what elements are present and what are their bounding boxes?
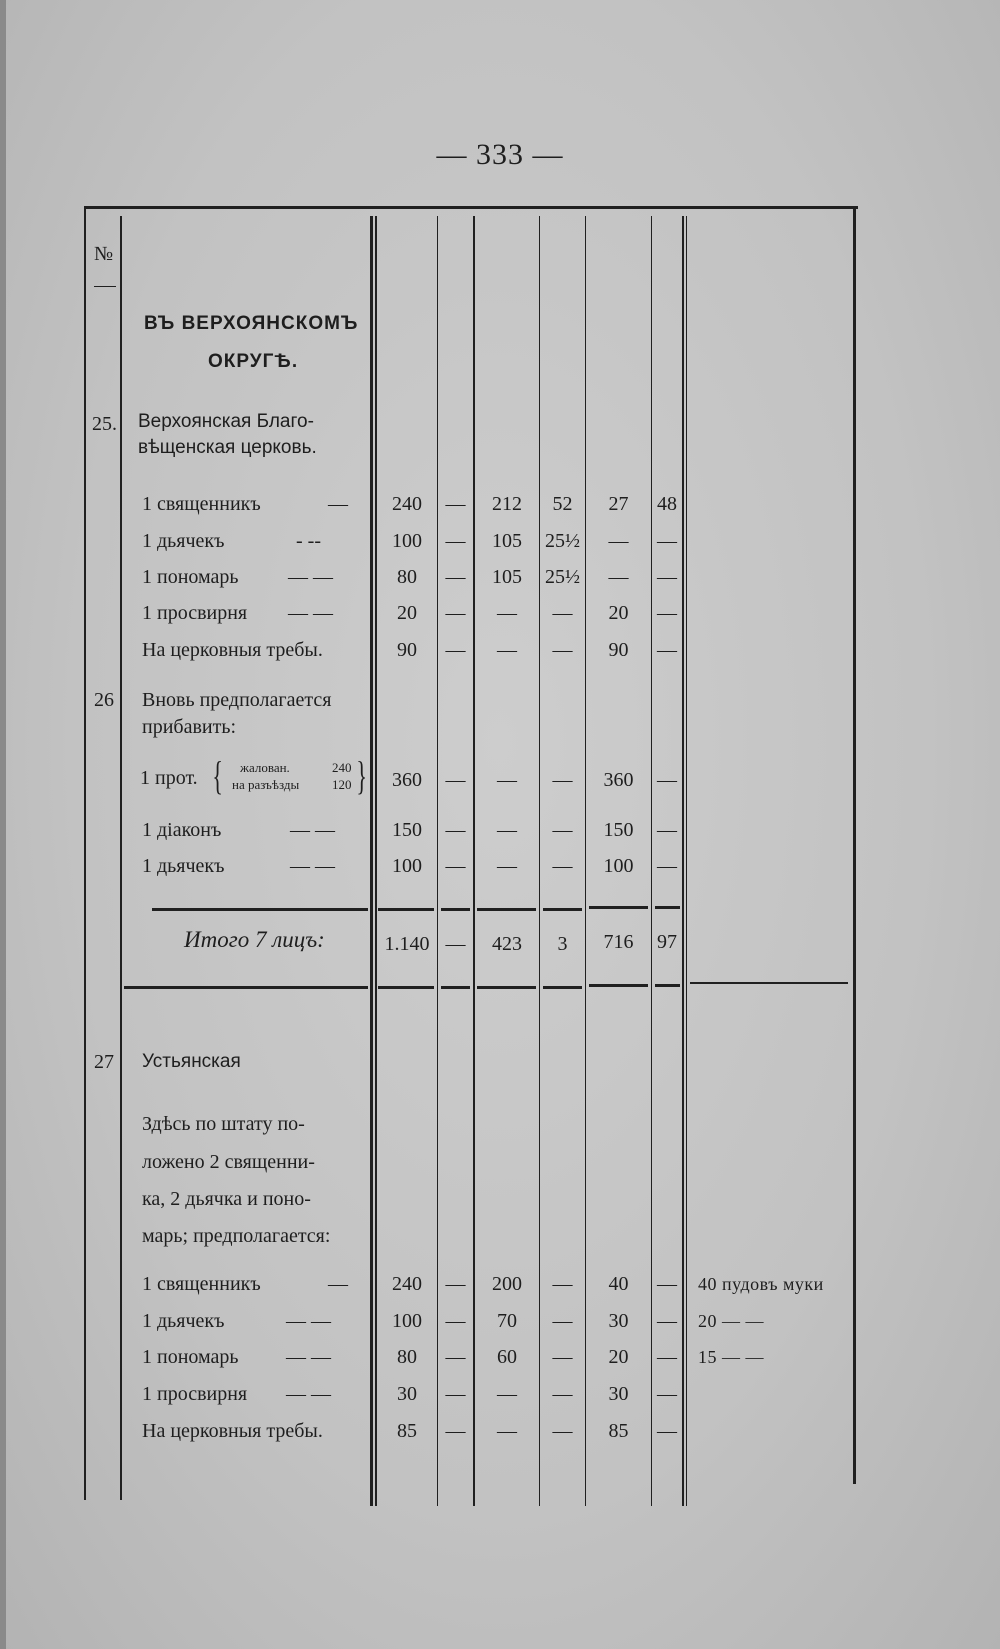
- cell-c4: —: [552, 1310, 573, 1332]
- total-label: Итого 7 лицъ:: [184, 927, 325, 952]
- cell-c2: —: [445, 819, 466, 841]
- cell-c6: —: [657, 1420, 677, 1442]
- protopriest-label: 1 прот.: [140, 767, 198, 789]
- row-label: 1 пономарь: [142, 566, 239, 588]
- cell-c5: 30: [608, 1310, 629, 1332]
- section-27-text-line2: ложено 2 священни-: [142, 1151, 315, 1173]
- total-rule-top-c6: [655, 906, 680, 909]
- cell-c3: 212: [492, 493, 522, 515]
- cell-c6: —: [657, 769, 677, 791]
- total-rule-bottom-label: [124, 986, 368, 989]
- row-leader-dashes: —: [328, 1273, 348, 1295]
- district-title-line2: ОКРУГѢ.: [208, 351, 299, 372]
- section-27-text-line3: ка, 2 дьячка и поно-: [142, 1188, 311, 1210]
- cell-c5: 85: [608, 1420, 629, 1442]
- total-c2: —: [445, 933, 466, 955]
- row-leader-dashes: — —: [288, 602, 333, 624]
- col-rule-name-a: [370, 216, 373, 1506]
- total-rule-bottom-c1: [378, 986, 434, 989]
- cell-c6: —: [657, 819, 677, 841]
- cell-c3: —: [497, 769, 517, 791]
- total-rule-bottom-c6: [655, 984, 680, 987]
- right-brace: }: [356, 753, 367, 798]
- row-label: 1 священникъ: [142, 493, 261, 515]
- cell-c4: —: [552, 1273, 573, 1295]
- cell-c4: —: [552, 602, 573, 624]
- table-top-rule: [84, 206, 858, 209]
- cell-c6: —: [657, 639, 677, 661]
- cell-c6: —: [657, 566, 677, 588]
- row-leader-dashes: — —: [286, 1346, 331, 1368]
- cell-c5: 40: [608, 1273, 629, 1295]
- row-leader-dashes: - --: [296, 530, 321, 552]
- cell-c5: —: [608, 530, 629, 552]
- row-note: 20 — —: [698, 1311, 764, 1331]
- cell-c5: 30: [608, 1383, 629, 1405]
- cell-c4: —: [552, 855, 573, 877]
- left-brace: {: [212, 753, 223, 798]
- cell-c5: 90: [608, 639, 629, 661]
- cell-c3: —: [497, 819, 517, 841]
- cell-c2: —: [445, 602, 466, 624]
- page-number: — 333 —: [436, 138, 564, 171]
- row-label: 1 дьячекъ: [142, 855, 225, 877]
- prot-salary-label: жалован.: [240, 760, 290, 775]
- cell-c4: —: [552, 769, 573, 791]
- total-rule-bottom-c5: [589, 984, 648, 987]
- cell-c3: 105: [492, 566, 522, 588]
- cell-c1: 240: [392, 1273, 422, 1295]
- cell-c1: 20: [397, 602, 417, 624]
- row-label: 1 діаконъ: [142, 819, 222, 841]
- row-label: 1 дьячекъ: [142, 1310, 225, 1332]
- cell-c3: —: [497, 1383, 517, 1405]
- cell-c1: 80: [397, 1346, 417, 1368]
- total-rule-top-c4: [543, 908, 582, 911]
- cell-c5: 20: [608, 1346, 629, 1368]
- cell-c5: —: [608, 566, 629, 588]
- col-rule-number: [120, 216, 122, 1500]
- cell-c2: —: [445, 1420, 466, 1442]
- cell-c2: —: [445, 1346, 466, 1368]
- section-27-text-line1: Здѣсь по штату по-: [142, 1113, 305, 1135]
- cell-c4: —: [552, 1383, 573, 1405]
- cell-c5: 27: [608, 493, 629, 515]
- cell-c1: 100: [392, 530, 422, 552]
- total-c6: 97: [657, 931, 677, 953]
- total-rule-top-c3: [477, 908, 536, 911]
- row-label: На церковныя требы.: [142, 1420, 323, 1442]
- prot-travel-value: 120: [332, 777, 352, 792]
- cell-c6: —: [657, 855, 677, 877]
- cell-c4: 25½: [545, 566, 580, 588]
- total-rule-bottom-c2: [441, 986, 470, 989]
- cell-c6: 48: [657, 493, 677, 515]
- cell-c1: 100: [392, 1310, 422, 1332]
- row-leader-dashes: — —: [288, 566, 333, 588]
- cell-c3: 200: [492, 1273, 522, 1295]
- cell-c4: —: [552, 819, 573, 841]
- row-leader-dashes: — —: [290, 819, 335, 841]
- table-left-rule: [84, 206, 86, 1500]
- section-number-27: 27: [94, 1051, 114, 1073]
- row-leader-dashes: — —: [286, 1310, 331, 1332]
- cell-c6: —: [657, 1346, 677, 1368]
- section-25-title-line1: Верхоянская Благо-: [138, 411, 314, 432]
- row-label: 1 пономарь: [142, 1346, 239, 1368]
- cell-c3: 60: [497, 1346, 517, 1368]
- row-label: 1 дьячекъ: [142, 530, 225, 552]
- cell-c1: 240: [392, 493, 422, 515]
- cell-c2: —: [445, 1383, 466, 1405]
- cell-c2: —: [445, 566, 466, 588]
- prot-salary-value: 240: [332, 760, 352, 775]
- cell-c2: —: [445, 1273, 466, 1295]
- section-number-26: 26: [94, 689, 114, 711]
- number-sign-header: №: [94, 243, 114, 265]
- cell-c2: —: [445, 639, 466, 661]
- section-26-title-line1: Вновь предполагается: [142, 689, 332, 711]
- cell-c1: 30: [397, 1383, 417, 1405]
- cell-c4: 52: [552, 493, 573, 515]
- cell-c5: 100: [603, 855, 634, 877]
- cell-c5: 20: [608, 602, 629, 624]
- total-rule-top-c5: [589, 906, 648, 909]
- section-27-title: Устьянская: [142, 1051, 241, 1072]
- cell-c2: —: [445, 493, 466, 515]
- row-label: На церковныя требы.: [142, 639, 323, 661]
- total-c3: 423: [492, 933, 522, 955]
- row-leader-dashes: —: [328, 493, 348, 515]
- cell-c2: —: [445, 1310, 466, 1332]
- prot-travel-label: на разъѣзды: [232, 777, 300, 792]
- total-rule-bottom-notes: [690, 982, 848, 984]
- district-title-line1: ВЪ ВЕРХОЯНСКОМЪ: [144, 313, 359, 334]
- cell-c6: —: [657, 1310, 677, 1332]
- cell-c3: —: [497, 602, 517, 624]
- cell-c3: —: [497, 639, 517, 661]
- cell-c4: 25½: [545, 530, 580, 552]
- cell-c6: —: [657, 1383, 677, 1405]
- cell-c3: 70: [497, 1310, 517, 1332]
- cell-c1: 150: [392, 819, 422, 841]
- cell-c4: —: [552, 1420, 573, 1442]
- row-leader-dashes: — —: [286, 1383, 331, 1405]
- section-27-text-line4: марь; предполагается:: [142, 1225, 331, 1247]
- cell-c4: —: [552, 1346, 573, 1368]
- section-number-25: 25.: [92, 413, 117, 435]
- row-label: 1 просвирня: [142, 1383, 248, 1405]
- cell-c3: 105: [492, 530, 522, 552]
- cell-c1: 360: [392, 769, 422, 791]
- cell-c1: 90: [397, 639, 417, 661]
- total-rule-top-label: [152, 908, 368, 911]
- total-rule-bottom-c4: [543, 986, 582, 989]
- col-rule-6b: [686, 216, 687, 1506]
- row-note: 40 пудовъ муки: [698, 1274, 824, 1294]
- cell-c3: —: [497, 855, 517, 877]
- total-rule-top-c1: [378, 908, 434, 911]
- cell-c6: —: [657, 1273, 677, 1295]
- cell-c2: —: [445, 769, 466, 791]
- cell-c3: —: [497, 1420, 517, 1442]
- page-edge-shadow: [0, 0, 6, 1649]
- cell-c5: 150: [603, 819, 634, 841]
- row-leader-dashes: — —: [290, 855, 335, 877]
- cell-c1: 85: [397, 1420, 417, 1442]
- total-c4: 3: [557, 933, 568, 955]
- cell-c1: 80: [397, 566, 417, 588]
- section-25-title-line2: вѣщенская церковь.: [138, 437, 317, 458]
- row-note: 15 — —: [698, 1347, 764, 1367]
- header-underline: [94, 286, 116, 287]
- col-rule-6a: [682, 216, 684, 1506]
- table-right-rule: [853, 206, 856, 1484]
- cell-c5: 360: [603, 769, 634, 791]
- cell-c4: —: [552, 639, 573, 661]
- cell-c2: —: [445, 855, 466, 877]
- total-rule-top-c2: [441, 908, 470, 911]
- total-c1: 1.140: [384, 933, 430, 955]
- row-label: 1 просвирня: [142, 602, 248, 624]
- cell-c1: 100: [392, 855, 422, 877]
- section-26-title-line2: прибавить:: [142, 716, 237, 738]
- row-label: 1 священникъ: [142, 1273, 261, 1295]
- total-c5: 716: [603, 931, 634, 953]
- cell-c2: —: [445, 530, 466, 552]
- total-rule-bottom-c3: [477, 986, 536, 989]
- cell-c6: —: [657, 530, 677, 552]
- cell-c6: —: [657, 602, 677, 624]
